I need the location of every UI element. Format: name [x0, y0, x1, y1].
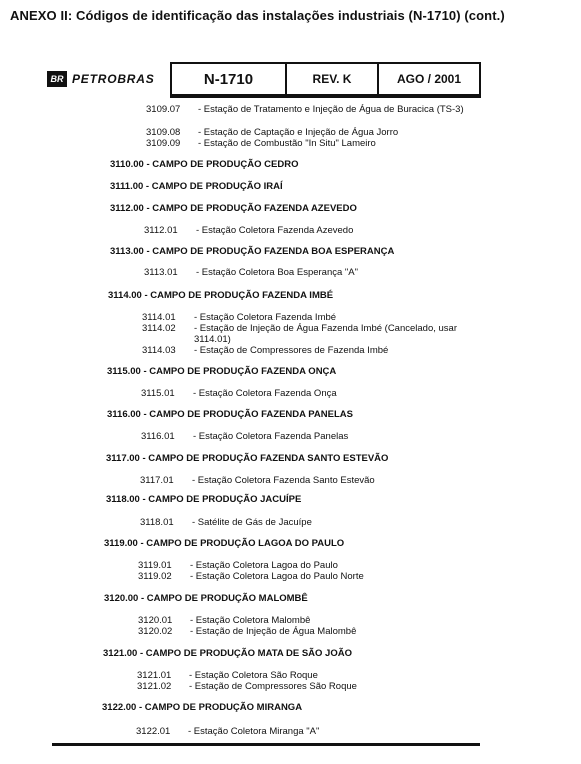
facility-code: 3118.01: [140, 517, 174, 528]
facility-code: 3119.02: [138, 571, 172, 582]
facility-code: 3109.09: [146, 138, 181, 149]
facility-description: - Estação de Compressores São Roque: [189, 681, 357, 692]
facility-description: - Estação de Injeção de Água Malombê: [190, 626, 357, 637]
facility-code: 3115.01: [141, 388, 175, 399]
section-heading: 3118.00 - CAMPO DE PRODUÇÃO JACUÍPE: [106, 494, 302, 505]
facility-code: 3114.01: [142, 312, 176, 323]
facility-description: - Estação de Tratamento e Injeção de Água de Buracica (TS-3): [198, 104, 464, 115]
facility-code: 3116.01: [141, 431, 175, 442]
section-heading: 3113.00 - CAMPO DE PRODUÇÃO FAZENDA BOA ESPERANÇA: [110, 246, 395, 257]
facility-code: 3119.01: [138, 560, 172, 571]
facility-description: - Estação Coletora Lagoa do Paulo Norte: [190, 571, 364, 582]
facility-description: - Estação Coletora Lagoa do Paulo: [190, 560, 338, 571]
bottom-rule: [52, 743, 480, 746]
facility-description: - Estação de Captação e Injeção de Água Jorro: [198, 127, 399, 138]
section-heading: 3120.00 - CAMPO DE PRODUÇÃO MALOMBÊ: [104, 593, 308, 604]
facility-code: 3117.01: [140, 475, 174, 486]
facility-code: 3122.01: [136, 726, 171, 737]
section-heading: 3112.00 - CAMPO DE PRODUÇÃO FAZENDA AZEVEDO: [110, 203, 357, 214]
logo-wordmark: PETROBRAS: [72, 72, 155, 86]
revision-date: AGO / 2001: [396, 72, 462, 86]
section-heading: 3122.00 - CAMPO DE PRODUÇÃO MIRANGA: [102, 702, 303, 713]
section-heading: 3110.00 - CAMPO DE PRODUÇÃO CEDRO: [110, 159, 299, 170]
facility-description: - Estação de Combustão "In Situ" Lameiro: [198, 138, 376, 149]
facility-description: - Estação de Compressores de Fazenda Imbé: [194, 345, 389, 356]
facility-description: - Estação Coletora Miranga "A": [188, 726, 320, 737]
petrobras-logo: [47, 62, 169, 96]
facility-description: - Estação Coletora Fazenda Onça: [193, 388, 337, 399]
facility-description: - Satélite de Gás de Jacuípe: [192, 517, 312, 528]
facility-code: 3120.02: [138, 626, 173, 637]
revision-label: REV. K: [287, 64, 379, 94]
facility-code: 3109.08: [146, 127, 181, 138]
facility-code: 3109.07: [146, 104, 181, 115]
facility-description: - Estação Coletora São Roque: [189, 670, 318, 681]
facility-code: 3121.02: [137, 681, 172, 692]
section-heading: 3116.00 - CAMPO DE PRODUÇÃO FAZENDA PANELAS: [107, 409, 353, 420]
section-heading: 3111.00 - CAMPO DE PRODUÇÃO IRAÍ: [110, 181, 283, 192]
facility-code: 3120.01: [138, 615, 173, 626]
facility-description: - Estação Coletora Fazenda Azevedo: [196, 225, 354, 236]
facility-description: - Estação Coletora Fazenda Panelas: [193, 431, 349, 442]
facility-code: 3113.01: [144, 267, 178, 278]
document-header: [47, 62, 479, 96]
facility-code: 3112.01: [144, 225, 178, 236]
br-logo-badge: BR: [47, 71, 67, 87]
norm-number: N-1710: [172, 64, 287, 94]
facility-description: - Estação Coletora Boa Esperança "A": [196, 267, 358, 278]
facility-description: - Estação Coletora Malombê: [190, 615, 311, 626]
facility-description: - Estação Coletora Fazenda Imbé: [194, 312, 337, 323]
facility-code: 3121.01: [137, 670, 172, 681]
facility-code: 3114.02: [142, 323, 176, 334]
section-heading: 3117.00 - CAMPO DE PRODUÇÃO FAZENDA SANTO ESTEVÃO: [106, 453, 389, 464]
section-heading: 3115.00 - CAMPO DE PRODUÇÃO FAZENDA ONÇA: [107, 366, 337, 377]
section-heading: 3121.00 - CAMPO DE PRODUÇÃO MATA DE SÃO JOÃO: [103, 648, 352, 659]
section-heading: 3119.00 - CAMPO DE PRODUÇÃO LAGOA DO PAULO: [104, 538, 345, 549]
facility-code: 3114.03: [142, 345, 176, 356]
annex-title: ANEXO II: Códigos de identificação das instalações industriais (N-1710) (cont.): [10, 8, 505, 23]
facility-description: - Estação Coletora Fazenda Santo Estevão: [192, 475, 375, 486]
facility-description: - Estação de Injeção de Água Fazenda Imbé (Cancelado, usar 3114.01): [194, 323, 457, 345]
section-heading: 3114.00 - CAMPO DE PRODUÇÃO FAZENDA IMBÉ: [108, 290, 334, 301]
header-frame: [170, 62, 481, 98]
